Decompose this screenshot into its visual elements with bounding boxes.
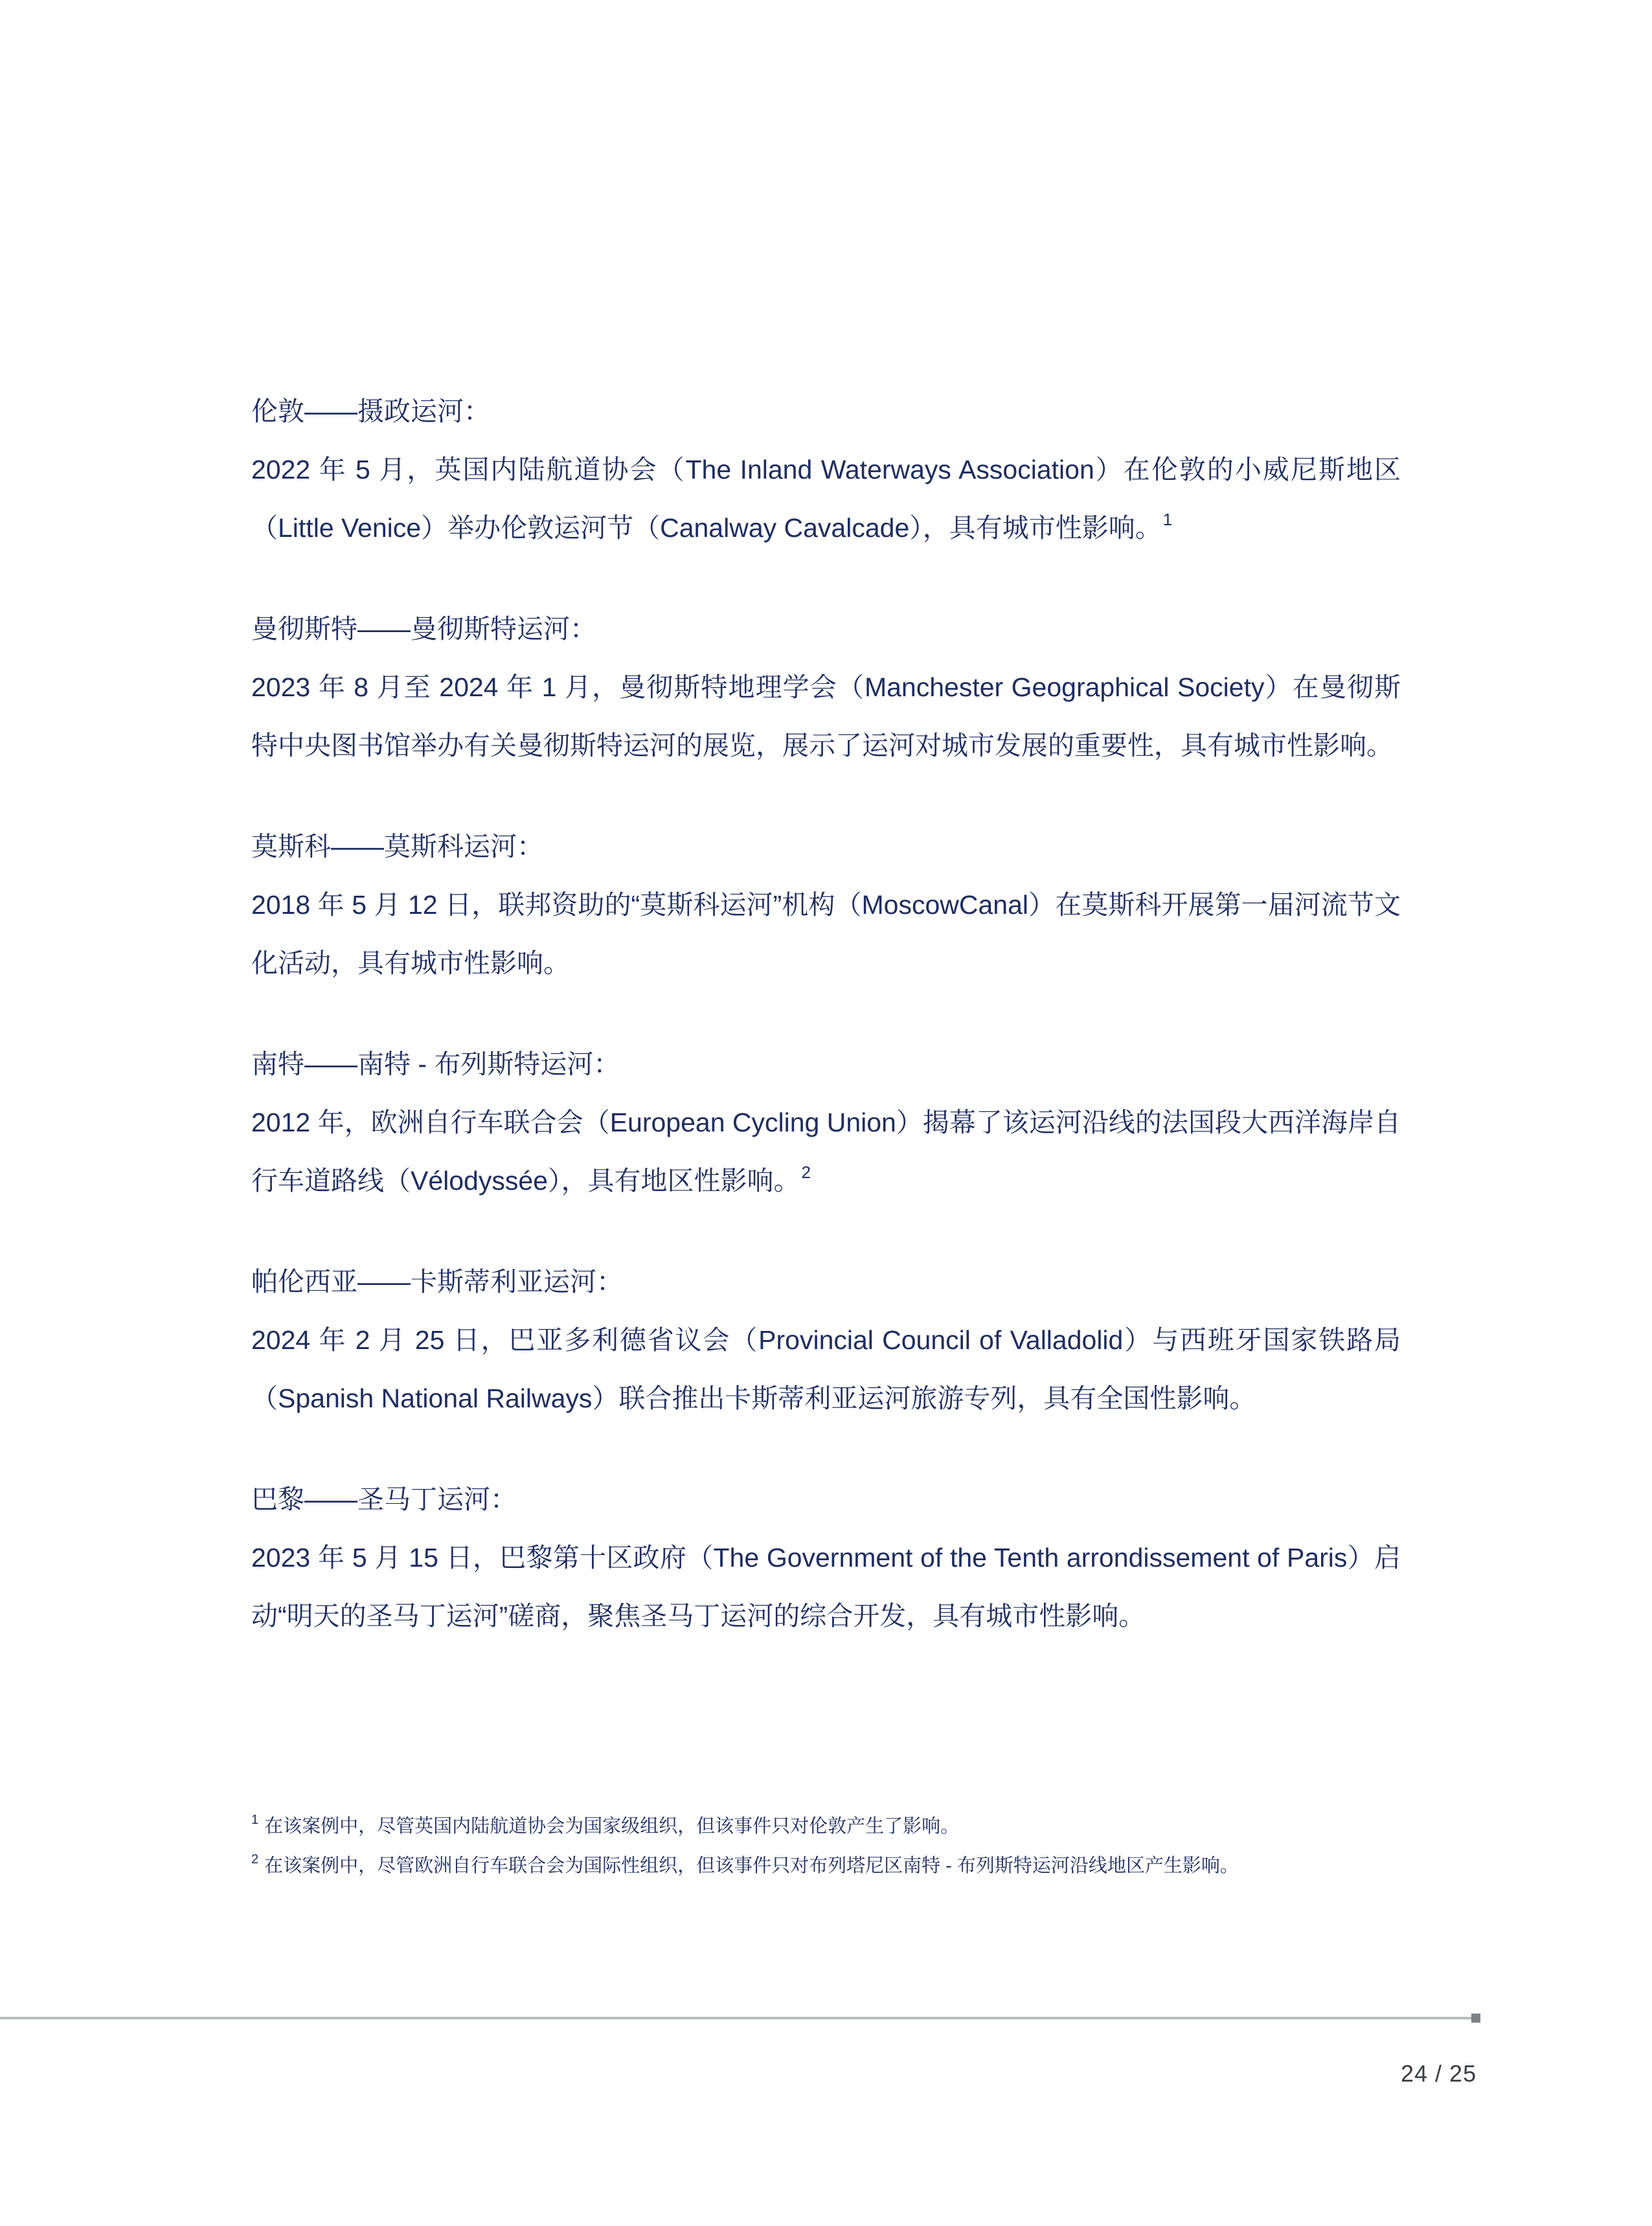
section-heading: 帕伦西亚——卡斯蒂利亚运河： xyxy=(251,1267,623,1297)
footnote-text-2: 在该案例中，尽管欧洲自行车联合会为国际性组织，但该事件只对布列塔尼区南特 - 布列斯特运河沿线地区产生影响。 xyxy=(264,1856,1239,1876)
section-paragraph xyxy=(251,876,1401,992)
footnote-text-1: 在该案例中，尽管英国内陆航道协会为国家级组织，但该事件只对伦敦产生了影响。 xyxy=(264,1816,960,1837)
page-number: 24 / 25 xyxy=(1401,2060,1477,2087)
section-heading: 莫斯科——莫斯科运河： xyxy=(251,832,543,861)
footnote-ref-2: 2 xyxy=(801,1163,811,1182)
section-text: 2023 年 5 月 15 日，巴黎第十区政府（The Government of the Tenth arrondissement of Paris）启动“明天的圣马丁运河”磋商，聚焦圣马丁运河的综合开发，具有城市性影响。 xyxy=(251,1543,1401,1631)
footer-line-end-marker xyxy=(1471,2014,1480,2023)
section-paragraph xyxy=(251,440,1401,557)
section-heading: 曼彻斯特——曼彻斯特运河： xyxy=(251,614,596,644)
section-paragraph xyxy=(251,1311,1401,1427)
footnote-marker-2: 2 xyxy=(251,1852,259,1867)
footnote-item-1 xyxy=(251,1807,1401,1846)
section-palencia-castilla-canal xyxy=(251,1253,1401,1427)
footnote-marker-1: 1 xyxy=(251,1813,259,1827)
section-paragraph xyxy=(251,1093,1401,1210)
footnote-ref-1: 1 xyxy=(1162,510,1173,529)
section-text: 2023 年 8 月至 2024 年 1 月，曼彻斯特地理学会（Manchester Geographical Society）在曼彻斯特中央图书馆举办有关曼彻斯特运河的展览，展示了运河对城市发展的重要性，具有城市性影响。 xyxy=(251,672,1401,760)
footnote-item-2 xyxy=(251,1846,1401,1886)
footnotes-block xyxy=(251,1807,1401,1886)
section-heading: 伦敦——摄政运河： xyxy=(251,396,490,426)
section-heading: 南特——南特 - 布列斯特运河： xyxy=(251,1049,620,1079)
section-text: 2022 年 5 月，英国内陆航道协会（The Inland Waterways Association）在伦敦的小威尼斯地区（Little Venice）举办伦敦运河节（Canalway Cavalcade），具有城市性影响。 xyxy=(251,455,1401,543)
section-paragraph xyxy=(251,1528,1401,1645)
section-london-regents-canal xyxy=(251,382,1401,557)
section-text: 2018 年 5 月 12 日，联邦资助的“莫斯科运河”机构（MoscowCanal）在莫斯科开展第一届河流节文化活动，具有城市性影响。 xyxy=(251,890,1401,978)
section-text: 2012 年，欧洲自行车联合会（European Cycling Union）揭幕了该运河沿线的法国段大西洋海岸自行车道路线（Vélodyssée），具有地区性影响。 xyxy=(251,1107,1401,1196)
section-paris-saint-martin-canal xyxy=(251,1470,1401,1645)
section-text: 2024 年 2 月 25 日，巴亚多利德省议会（Provincial Council of Valladolid）与西班牙国家铁路局（Spanish National Railways）联合推出卡斯蒂利亚运河旅游专列，具有全国性影响。 xyxy=(251,1325,1401,1413)
section-heading: 巴黎——圣马丁运河： xyxy=(251,1484,517,1514)
section-paragraph xyxy=(251,658,1401,775)
section-nantes-brest-canal xyxy=(251,1035,1401,1210)
footer-divider-line xyxy=(0,2017,1475,2019)
document-body xyxy=(251,382,1401,1688)
section-moscow-canal xyxy=(251,817,1401,992)
section-manchester-ship-canal xyxy=(251,600,1401,775)
